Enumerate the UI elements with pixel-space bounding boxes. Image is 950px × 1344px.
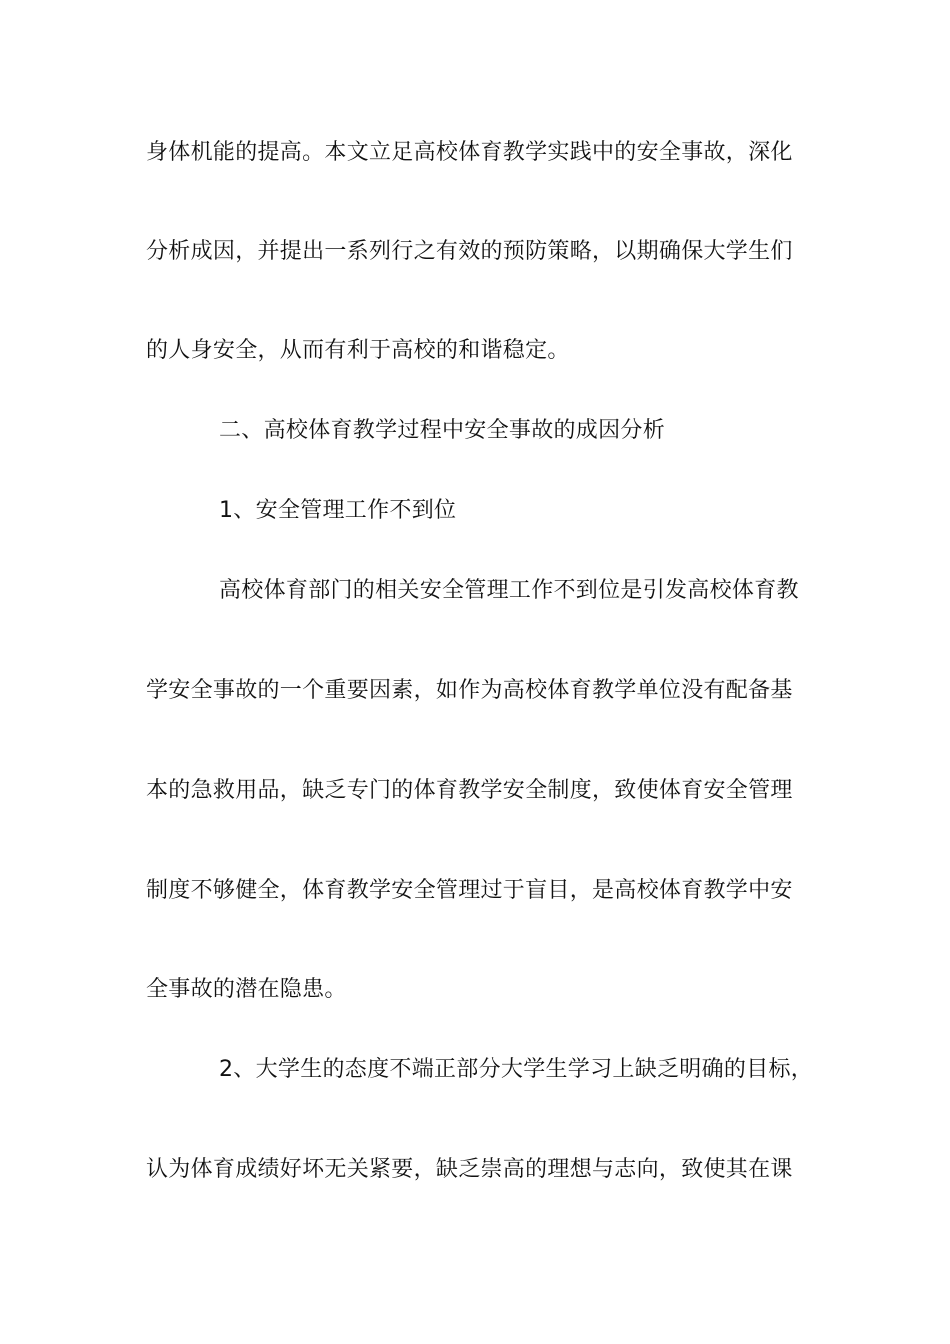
body-text-line: 本的急救用品，缺乏专门的体育教学安全制度，致使体育安全管理 xyxy=(146,778,793,803)
subsection-heading: 2、大学生的态度不端正部分大学生学习上缺乏明确的目标， xyxy=(219,1057,814,1082)
body-text-line: 学安全事故的一个重要因素，如作为高校体育教学单位没有配备基 xyxy=(146,678,793,703)
body-text-line: 认为体育成绩好坏无关紧要，缺乏崇高的理想与志向，致使其在课 xyxy=(146,1157,793,1182)
section-heading: 二、高校体育教学过程中安全事故的成因分析 xyxy=(219,418,666,443)
body-text-line: 的人身安全，从而有利于高校的和谐稳定。 xyxy=(146,338,570,363)
body-text-line: 全事故的潜在隐患。 xyxy=(146,977,347,1002)
body-text-line: 身体机能的提高。本文立足高校体育教学实践中的安全事故，深化 xyxy=(146,140,793,165)
body-text-line: 分析成因，并提出一系列行之有效的预防策略，以期确保大学生们 xyxy=(146,239,793,264)
body-text-line: 制度不够健全，体育教学安全管理过于盲目，是高校体育教学中安 xyxy=(146,878,793,903)
subsection-heading: 1、安全管理工作不到位 xyxy=(219,498,457,523)
paragraph-first-line: 高校体育部门的相关安全管理工作不到位是引发高校体育教 xyxy=(219,578,799,603)
